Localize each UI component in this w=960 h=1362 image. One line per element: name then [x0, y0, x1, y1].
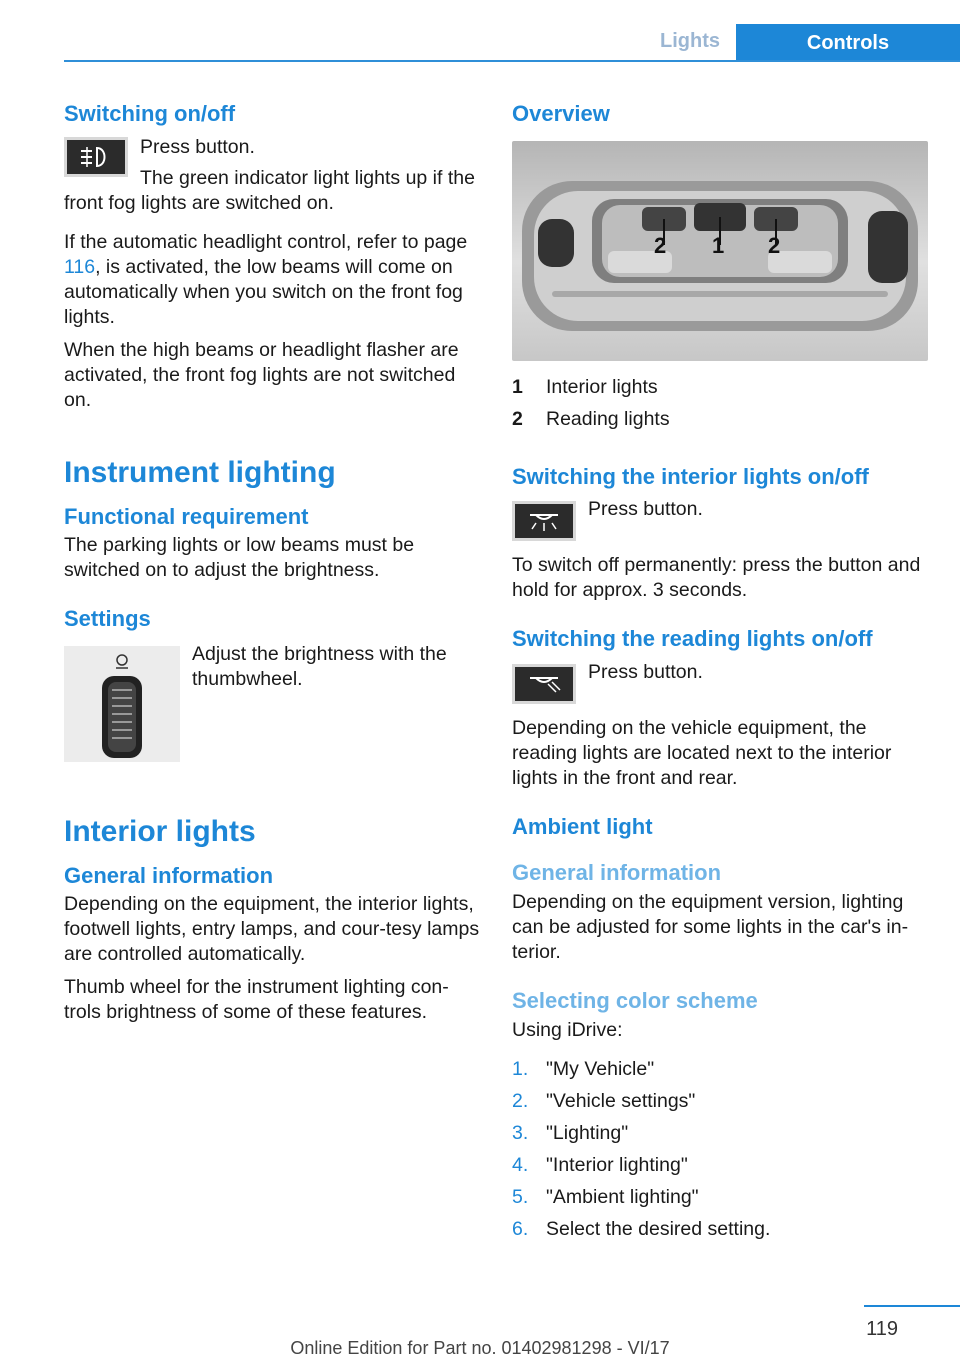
step-text: "Ambient lighting" — [546, 1185, 699, 1208]
right-column — [512, 100, 928, 1245]
settings-text: Adjust the brightness with the thumbwheel. — [192, 642, 447, 690]
functional-req-title: Functional requirement — [64, 503, 309, 529]
step-item — [512, 1181, 928, 1213]
step-text: Select the desired setting. — [546, 1217, 771, 1240]
step-text: "Vehicle settings" — [546, 1089, 696, 1112]
interior-title: Interior lights — [64, 814, 256, 848]
interior-switch-block — [512, 497, 928, 545]
reading-light-icon — [512, 664, 576, 704]
step-item — [512, 1213, 928, 1245]
switching-block — [64, 133, 480, 216]
legend-text: Reading lights — [546, 407, 670, 430]
instrument-title: Instrument lighting — [64, 455, 336, 489]
ambient-title: Ambient light — [512, 813, 653, 839]
step-number: 5. — [512, 1185, 529, 1208]
idrive-steps — [512, 1053, 928, 1245]
edition-footer: Online Edition for Part no. 01402981298 - VI/17 — [290, 1338, 670, 1358]
header-rule — [64, 60, 960, 62]
switching-press: Press button. — [140, 135, 255, 158]
page-number: 119 — [866, 1318, 898, 1340]
photo-label-right: 2 — [768, 232, 781, 258]
legend-text: Interior lights — [546, 375, 658, 398]
reading-switch-title: Switching the reading lights on/off — [512, 626, 873, 652]
overview-legend — [512, 371, 928, 435]
switching-title: Switching on/off — [64, 101, 236, 126]
photo-label-center: 1 — [712, 232, 725, 258]
interior-switch-title: Switching the interior lights on/off — [512, 463, 869, 489]
left-column — [64, 100, 480, 1025]
interior-switch-text: To switch off permanently: press the button and hold for approx. 3 seconds. — [512, 554, 921, 602]
overview-title: Overview — [512, 101, 610, 126]
settings-title: Settings — [64, 606, 151, 632]
switching-indicator: The green indicator light lights up if the front fog lights are switched on. — [64, 166, 475, 214]
legend-item — [512, 371, 928, 403]
step-text: "My Vehicle" — [546, 1057, 655, 1080]
step-item — [512, 1117, 928, 1149]
color-scheme-text: Using iDrive: — [512, 1018, 623, 1041]
thumbwheel-text: Thumb wheel for the instrument lighting con‐trols brightness of some of these features. — [64, 976, 449, 1024]
step-number: 4. — [512, 1153, 529, 1176]
interior-switch-press: Press button. — [588, 498, 703, 521]
header-chapter-tab[interactable]: Controls — [736, 24, 960, 62]
step-number: 3. — [512, 1121, 529, 1144]
auto-text-a: If the automatic headlight control, refer to page — [64, 230, 468, 253]
ambient-general-text: Depending on the equipment version, lighting can be adjusted for some lights in the car's in‐terior. — [512, 890, 909, 963]
step-item — [512, 1149, 928, 1181]
switching-highbeam-text: When the high beams or headlight flasher are activated, the front fog lights are not switched on. — [64, 338, 459, 411]
interior-light-icon — [512, 501, 576, 541]
reading-switch-text: Depending on the vehicle equipment, the reading lights are located next to the interior lights in the front and rear. — [512, 716, 892, 789]
photo-label-left: 2 — [654, 232, 667, 258]
step-text: "Lighting" — [546, 1121, 629, 1144]
step-number: 6. — [512, 1217, 529, 1240]
reading-switch-block — [512, 660, 928, 708]
legend-item — [512, 403, 928, 435]
reading-switch-press: Press button. — [588, 660, 703, 683]
switching-auto-text — [64, 230, 480, 330]
settings-block — [64, 642, 480, 770]
interior-general-text: Depending on the equipment, the interior lights, footwell lights, entry lamps, and cour‐tesy lamps are controlled automatically. — [64, 893, 480, 966]
footer-rule — [864, 1305, 960, 1307]
step-number: 1. — [512, 1057, 529, 1080]
legend-number: 2 — [512, 407, 523, 430]
auto-text-b: , is activated, the low beams will come on automatically when you switch on the front fog lights. — [64, 255, 463, 328]
page-link-116[interactable]: 116 — [64, 255, 96, 278]
thumbwheel-icon — [64, 646, 180, 762]
step-item — [512, 1085, 928, 1117]
color-scheme-title: Selecting color scheme — [512, 987, 758, 1013]
interior-general-title: General information — [64, 862, 274, 888]
legend-number: 1 — [512, 375, 523, 398]
header-section: Lights — [660, 30, 720, 52]
functional-req-text: The parking lights or low beams must be switched on to adjust the brightness. — [64, 534, 415, 582]
step-item — [512, 1053, 928, 1085]
ambient-general-title: General information — [512, 860, 722, 886]
front-fog-light-icon — [64, 137, 128, 177]
step-text: "Interior lighting" — [546, 1153, 688, 1176]
step-number: 2. — [512, 1089, 529, 1112]
